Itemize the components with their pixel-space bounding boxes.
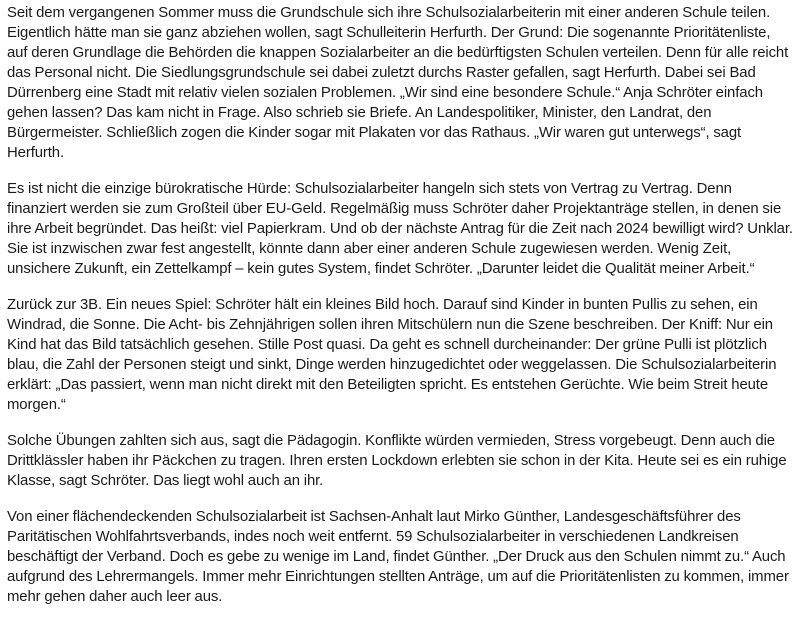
paragraph-2: Es ist nicht die einzige bürokratische Hürde: Schulsozialarbeiter hangeln sich stets von Vertrag zu Vertrag. Denn finanziert werden sie zum Großteil über EU-Geld. Regelmäßig muss Schröter daher Projektanträge stellen, in denen sie ihre Arbeit begründet. Das heißt: viel Papierkram. Und ob der nächste Antrag für die Zeit nach 2024 bewilligt wird? Unklar. Sie ist inzwischen zwar fest angestellt, könnte dann aber einer anderen Schule zugewiesen werden. Wenig Zeit, unsichere Zukunft, ein Zettelkampf – kein gutes System, findet Schröter. „Darunter leidet die Qualität meiner Arbeit.“ [7,181,793,277]
article-body [7,0,793,623]
paragraph-3: Zurück zur 3B. Ein neues Spiel: Schröter hält ein kleines Bild hoch. Darauf sind Kinder in bunten Pullis zu sehen, ein Windrad, die Sonne. Die Acht- bis Zehnjährigen sollen ihren Mitschülern nun die Szene beschreiben. Der Kniff: Nur ein Kind hat das Bild tatsächlich gesehen. Stille Post quasi. Da geht es schnell durcheinander: Der grüne Pulli ist plötzlich blau, die Zahl der Personen steigt und sinkt, Dinge werden hinzugedichtet oder weggelassen. Die Schulsozialarbeiterin erklärt: „Das passiert, wenn man nicht direkt mit den Beteiligten spricht. Es entstehen Gerüchte. Wie beim Streit heute morgen.“ [7,297,777,413]
paragraph-1: Seit dem vergangenen Sommer muss die Grundschule sich ihre Schulsozialarbeiterin mit einer anderen Schule teilen. Eigentlich hätte man sie ganz abziehen wollen, sagt Schulleiterin Herfurth. Der Grund: Die sogenannte Prioritätenliste, auf deren Grundlage die Behörden die knappen Sozialarbeiter an die bedürftigsten Schulen verteilen. Denn für alle reicht das Personal nicht. Die Siedlungsgrundschule sei dabei zuletzt durchs Raster gefallen, sagt Herfurth. Dabei sei Bad Dürrenberg eine Stadt mit relativ vielen sozialen Problemen. „Wir sind eine besondere Schule.“ Anja Schröter einfach gehen lassen? Das kam nicht in Frage. Also schrieb sie Briefe. An Landespolitiker, Minister, den Landrat, den Bürgermeister. Schließlich zogen die Kinder sogar mit Plakaten vor das Rathaus. „Wir waren gut unterwegs“, sagt Herfurth. [7,5,789,161]
paragraph-4: Solche Übungen zahlten sich aus, sagt die Pädagogin. Konflikte würden vermieden, Stress vorgebeugt. Denn auch die Drittklässler haben ihr Päckchen zu tragen. Ihren ersten Lockdown erlebten sie schon in der Kita. Heute sei es ein ruhige Klasse, sagt Schröter. Das liegt wohl auch an ihr. [7,433,787,489]
paragraph-5: Von einer flächendeckenden Schulsozialarbeit ist Sachsen-Anhalt laut Mirko Günther, Landesgeschäftsführer des Paritätischen Wohlfahrtsverbands, indes noch weit entfernt. 59 Schulsozialarbeiter in verschiedenen Landkreisen beschäftigt der Verband. Doch es gebe zu wenige im Land, findet Günther. „Der Druck aus den Schulen nimmt zu.“ Auch aufgrund des Lehrermangels. Immer mehr Einrichtungen stellten Anträge, um auf die Prioritätenlisten zu kommen, immer mehr gehen daher auch leer aus. [7,509,789,605]
